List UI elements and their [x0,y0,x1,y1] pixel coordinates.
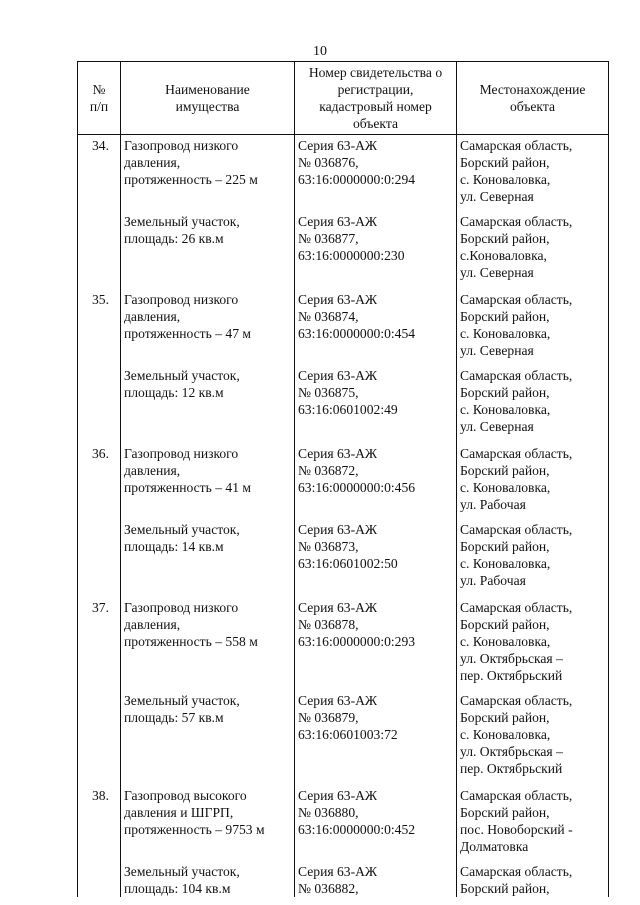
text-line: пер. Октябрьский [460,668,563,683]
header-location [457,62,609,135]
text-line: Газопровод низкого [124,292,239,307]
certificate-number-cell [295,213,457,289]
table-row [78,785,609,863]
text-line: Газопровод низкого [124,600,239,615]
text-line: кадастровый номер [319,99,432,114]
text-line: Борский район, [460,231,550,246]
text-line: Самарская область, [460,600,573,615]
certificate-number-cell [295,785,457,863]
property-table [77,61,609,897]
text-line: давления, [124,463,181,478]
text-line: площадь: 57 кв.м [124,710,224,725]
text-line: № 036873, [298,539,359,554]
table-row [78,289,609,367]
property-name-cell [121,443,295,521]
text-line: Местонахождение [479,82,586,97]
text-line: площадь: 14 кв.м [124,539,224,554]
text-line: Серия 63-АЖ [298,600,378,615]
text-line: Самарская область, [460,368,573,383]
text-line: Борский район, [460,881,550,896]
text-line: Борский район, [460,617,550,632]
row-number-text: 38. [92,788,109,803]
text-line: 63:16:0601002:49 [298,402,398,417]
table-row [78,213,609,289]
text-line: Самарская область, [460,693,573,708]
row-number-text: 34. [92,138,109,153]
text-line: объекта [352,116,398,131]
text-line: протяженность – 47 м [124,326,251,341]
location-cell [457,863,609,897]
row-number-text: 37. [92,600,109,615]
text-line: с. Коноваловка, [460,727,551,742]
text-line: 63:16:0000000:0:294 [298,172,416,187]
text-line: Борский район, [460,805,550,820]
text-line: Серия 63-АЖ [298,214,378,229]
text-line: Серия 63-АЖ [298,864,378,879]
text-line: Земельный участок, [124,864,240,879]
text-line: Газопровод низкого [124,446,239,461]
text-line: п/п [89,99,109,114]
property-name-cell [121,692,295,785]
text-line: ул. Северная [460,189,534,204]
row-number [78,443,121,521]
text-line: Земельный участок, [124,693,240,708]
certificate-number-cell [295,521,457,597]
text-line: протяженность – 9753 м [124,822,265,837]
property-name-cell [121,521,295,597]
row-number [78,289,121,367]
location-cell [457,597,609,692]
row-number [78,135,121,214]
property-name-cell [121,863,295,897]
location-cell [457,213,609,289]
text-line: с. Коноваловка, [460,172,551,187]
location-cell [457,443,609,521]
text-line: № 036876, [298,155,359,170]
certificate-number-cell [295,289,457,367]
text-line: Самарская область, [460,138,573,153]
text-line: площадь: 12 кв.м [124,385,224,400]
text-line: 63:16:0000000:0:454 [298,326,416,341]
text-line: Газопровод высокого [124,788,247,803]
text-line: 63:16:0000000:0:293 [298,634,416,649]
text-line: Самарская область, [460,522,573,537]
text-line: протяженность – 41 м [124,480,251,495]
text-line: Земельный участок, [124,522,240,537]
text-line: Серия 63-АЖ [298,522,378,537]
text-line: давления, [124,617,181,632]
text-line: с.Коноваловка, [460,248,547,263]
certificate-number-cell [295,597,457,692]
text-line: объекта [509,99,555,114]
property-name-cell [121,367,295,443]
text-line: № 036874, [298,309,359,324]
certificate-number-cell [295,367,457,443]
row-number [78,785,121,863]
text-line: № 036875, [298,385,359,400]
text-line: давления и ШГРП, [124,805,234,820]
text-line: Земельный участок, [124,214,240,229]
text-line: протяженность – 558 м [124,634,258,649]
text-line: Борский район, [460,463,550,478]
property-name-cell [121,135,295,214]
table-row [78,692,609,785]
text-line: Борский район, [460,539,550,554]
row-number [78,367,121,443]
text-line: ул. Рабочая [460,497,526,512]
row-number [78,863,121,897]
row-number-text: 35. [92,292,109,307]
location-cell [457,289,609,367]
page-number: 10 [313,44,327,59]
header-certificate-number [295,62,457,135]
text-line: Газопровод низкого [124,138,239,153]
property-name-cell [121,597,295,692]
text-line: имущества [175,99,240,114]
table-row [78,367,609,443]
row-number [78,213,121,289]
text-line: пос. Новоборский - [460,822,573,837]
certificate-number-cell [295,135,457,214]
text-line: № [92,82,106,97]
text-line: 63:16:0000000:230 [298,248,405,263]
table-row [78,597,609,692]
text-line: Серия 63-АЖ [298,693,378,708]
text-line: с. Коноваловка, [460,402,551,417]
text-line: Долматовка [460,839,529,854]
table-header [78,62,609,135]
text-line: Серия 63-АЖ [298,368,378,383]
text-line: 63:16:0601002:50 [298,556,398,571]
text-line: ул. Рабочая [460,573,526,588]
table-row [78,863,609,897]
text-line: Номер свидетельства о [308,65,443,80]
header-number [78,62,121,135]
text-line: Борский район, [460,385,550,400]
text-line: Серия 63-АЖ [298,292,378,307]
property-name-cell [121,289,295,367]
text-line: № 036882, [298,881,359,896]
text-line: с. Коноваловка, [460,556,551,571]
certificate-number-cell [295,692,457,785]
text-line: 63:16:0000000:0:452 [298,822,416,837]
text-line: № 036872, [298,463,359,478]
text-line: ул. Октябрьская – [460,651,563,666]
text-line: Самарская область, [460,788,573,803]
text-line: Серия 63-АЖ [298,788,378,803]
table-row [78,135,609,214]
certificate-number-cell [295,863,457,897]
location-cell [457,692,609,785]
text-line: протяженность – 225 м [124,172,258,187]
header-property-name [121,62,295,135]
text-line: Земельный участок, [124,368,240,383]
row-number [78,597,121,692]
property-name-cell [121,785,295,863]
text-line: с. Коноваловка, [460,634,551,649]
text-line: ул. Октябрьская – [460,744,563,759]
table-row [78,521,609,597]
text-line: Самарская область, [460,864,573,879]
table-row [78,443,609,521]
certificate-number-cell [295,443,457,521]
text-line: давления, [124,309,181,324]
text-line: Серия 63-АЖ [298,446,378,461]
text-line: ул. Северная [460,265,534,280]
text-line: ул. Северная [460,343,534,358]
text-line: регистрации, [337,82,414,97]
text-line: пер. Октябрьский [460,761,563,776]
text-line: Борский район, [460,309,550,324]
text-line: № 036879, [298,710,359,725]
text-line: площадь: 26 кв.м [124,231,224,246]
text-line: 63:16:0601003:72 [298,727,398,742]
text-line: площадь: 104 кв.м [124,881,231,896]
text-line: Самарская область, [460,214,573,229]
text-line: № 036877, [298,231,359,246]
text-line: Наименование [165,82,250,97]
table-body [78,135,609,898]
text-line: Борский район, [460,155,550,170]
row-number [78,521,121,597]
text-line: ул. Северная [460,419,534,434]
location-cell [457,367,609,443]
location-cell [457,785,609,863]
property-name-cell [121,213,295,289]
text-line: № 036880, [298,805,359,820]
row-number-text: 36. [92,446,109,461]
location-cell [457,521,609,597]
text-line: с. Коноваловка, [460,480,551,495]
text-line: № 036878, [298,617,359,632]
text-line: Серия 63-АЖ [298,138,378,153]
text-line: Борский район, [460,710,550,725]
text-line: давления, [124,155,181,170]
text-line: Самарская область, [460,446,573,461]
text-line: Самарская область, [460,292,573,307]
text-line: с. Коноваловка, [460,326,551,341]
row-number [78,692,121,785]
text-line: 63:16:0000000:0:456 [298,480,416,495]
location-cell [457,135,609,214]
